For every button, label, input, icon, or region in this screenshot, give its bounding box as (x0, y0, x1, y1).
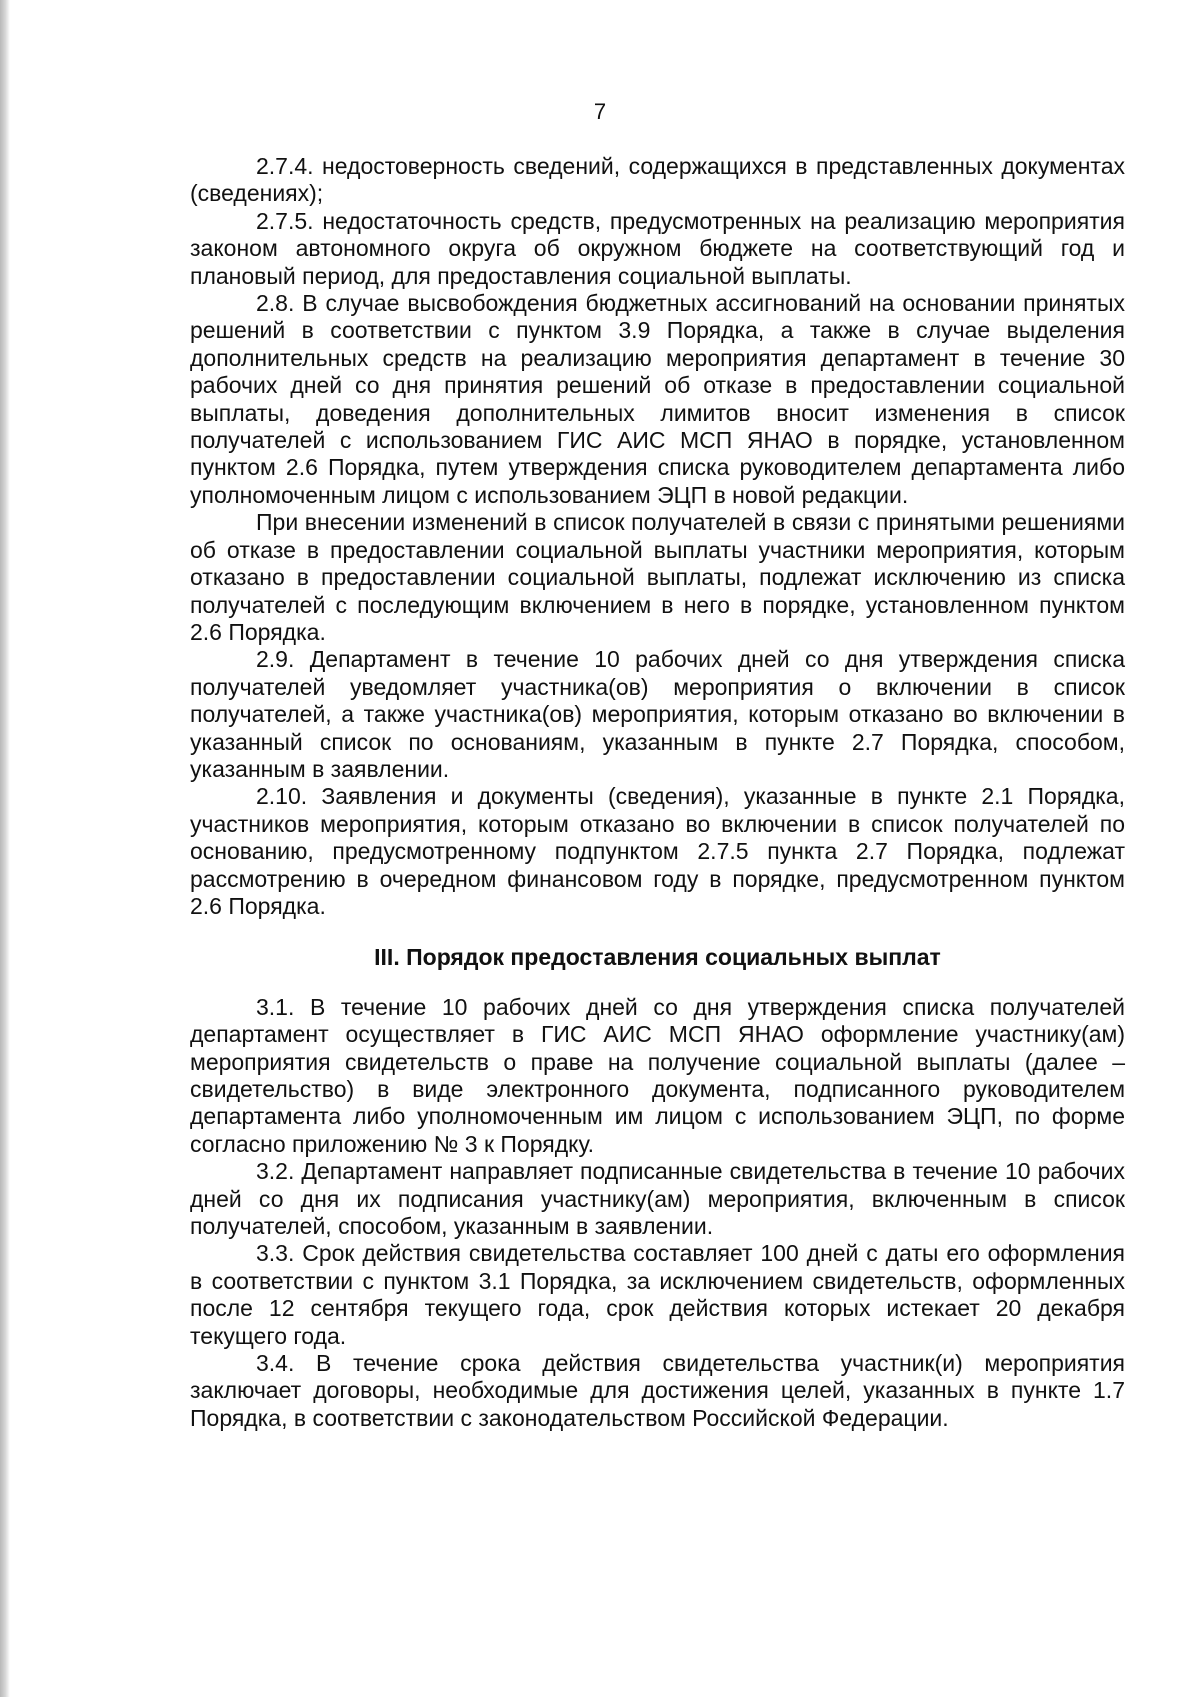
paragraph-3-1: 3.1. В течение 10 рабочих дней со дня утверждения списка получателей департамент осуществляет в ГИС АИС МСП ЯНАО оформление участнику(ам) мероприятия свидетельств о праве на получение социальной выплаты (далее – свидетельство) в виде электронного документа, подписанного руководителем департамента либо уполномоченным им лицом с использованием ЭЦП, по форме согласно приложению № 3 к Порядку. (190, 993, 1125, 1157)
paragraph-2-10: 2.10. Заявления и документы (сведения), указанные в пункте 2.1 Порядка, участников мероприятия, которым отказано во включении в список получателей по основанию, предусмотренному подпунктом 2.7.5 пункта 2.7 Порядка, подлежат рассмотрению в очередном финансовом году в порядке, предусмотренном пунктом 2.6 Порядка. (190, 783, 1125, 919)
paragraph-2-7-5: 2.7.5. недостаточность средств, предусмотренных на реализацию мероприятия законом автономного округа об окружном бюджете на соответствующий год и плановый период, для предоставления социальной выплаты. (190, 207, 1125, 289)
paragraph-2-8-continued: При внесении изменений в список получателей в связи с принятыми решениями об отказе в предоставлении социальной выплаты участники мероприятия, которым отказано в предоставлении социальной выплаты, подлежат исключению из списка получателей с последующим включением в него в порядке, установленном пунктом 2.6 Порядка. (190, 509, 1125, 645)
document-body (190, 153, 1125, 1432)
paragraph-2-9: 2.9. Департамент в течение 10 рабочих дней со дня утверждения списка получателей уведомляет участника(ов) мероприятия о включении в список получателей, а также участника(ов) мероприятия, которым отказано во включении в указанный список по основаниям, указанным в пункте 2.7 Порядка, способом, указанным в заявлении. (190, 646, 1125, 782)
paragraph-3-2: 3.2. Департамент направляет подписанные свидетельства в течение 10 рабочих дней со дня их подписания участнику(ам) мероприятия, включенным в список получателей, способом, указанным в заявлении. (190, 1158, 1125, 1240)
paragraph-3-3: 3.3. Срок действия свидетельства составляет 100 дней с даты его оформления в соответствии с пунктом 3.1 Порядка, за исключением свидетельств, оформленных после 12 сентября текущего года, срок действия которых истекает 20 декабря текущего года. (190, 1240, 1125, 1349)
scan-left-edge (0, 0, 10, 1697)
page-number: 7 (593, 99, 607, 124)
paragraph-2-8: 2.8. В случае высвобождения бюджетных ассигнований на основании принятых решений в соответствии с пунктом 3.9 Порядка, а также в случае выделения дополнительных средств на реализацию мероприятия департамент в течение 30 рабочих дней со дня принятия решений об отказе в предоставлении социальной выплаты, доведения дополнительных лимитов вносит изменения в список получателей с использованием ГИС АИС МСП ЯНАО в порядке, установленном пунктом 2.6 Порядка, путем утверждения списка руководителем департамента либо уполномоченным лицом с использованием ЭЦП в новой редакции. (190, 290, 1125, 508)
section-heading: III. Порядок предоставления социальных выплат (374, 944, 941, 971)
paragraph-2-7-4: 2.7.4. недостоверность сведений, содержащихся в представленных документах (сведениях); (190, 153, 1125, 207)
paragraph-3-4: 3.4. В течение срока действия свидетельства участник(и) мероприятия заключает договоры, необходимые для достижения целей, указанных в пункте 1.7 Порядка, в соответствии с законодательством Российской Федерации. (190, 1350, 1125, 1431)
